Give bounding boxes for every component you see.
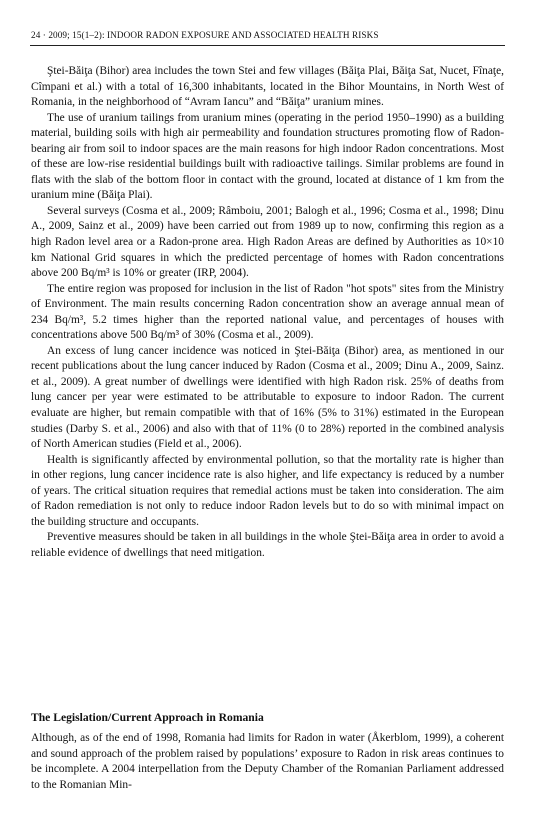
section-heading: The Legislation/Current Approach in Romania [31,711,264,724]
paragraph-health: Health is significantly affected by environmental pollution, so that the mortality rate is higher than in other regions, lung cancer incidence rate is also higher, and life expectancy is reduced by a number of years. The critical situation requires that remedial actions must be taken into consideration. The aim of Radon remediation is not only to reduce indoor Radon levels but to do so with minimal impact on the building structure and occupants. [31,453,504,528]
paragraph-preventive-measures: Preventive measures should be taken in all buildings in the whole Ştei-Băiţa area in order to avoid a reliable evidence of dwellings that need mitigation. [31,531,504,559]
header-rule [30,45,505,46]
paragraph-stei-baita-area: Ştei-Băiţa (Bihor) area includes the town Stei and few villages (Băiţa Plai, Băiţa Sat, Nucet, Fînaţe, Cîmpani et al.) with a total of 16,300 inhabitants, located in the Bihor Mountains, in North West of Romania, in the neighborhood of “Avram Iancu” and “Băiţa” uranium mines. [31,65,504,109]
paragraph-lung-cancer: An excess of lung cancer incidence was noticed in Ştei-Băiţa (Bihor) area, as mentioned in our recent publications about the lung cancer induced by Radon (Cosma et al., 2009; Dinu A., 2009, Sainz. et al., 2009). A great number of dwellings were identified with high Radon risk. 25% of deaths from lung cancer per year were estimated to be attributable to exposure to indoor Radon. The current evaluate are higher, but remain compatible with that of 16% (5% to 31%) estimated in the European studies (Darby S. et al., 2006) and also with that of 11% (0 to 28%) reported in the combined analysis of North American studies (Field et al., 2006). [31,344,504,451]
body-text [31,64,504,562]
running-header: 24 · 2009; 15(1–2): INDOOR RADON EXPOSURE AND ASSOCIATED HEALTH RISKS [31,30,379,40]
section-body [31,731,504,793]
paragraph-uranium-tailings: The use of uranium tailings from uranium mines (operating in the period 1950–1990) as a building material, building soils with high air permeability and foundation structures promoting flow of Radon-bearing air from soil to indoor spaces are the main reasons for high indoor Radon concentrations. Most of these are low-rise residential buildings built with radioactive tailings. Similar problems are found in flats with the slab of the bottom floor in contact with the ground, located at distance of 1 km from the uranium mine (Băiţa Plai). [31,111,504,202]
paragraph-hot-spots: The entire region was proposed for inclusion in the list of Radon "hot spots" sites from the Ministry of Environment. The main results concerning Radon concentration show an average annual mean of 234 Bq/m³, 5.2 times higher than the reported national value, and percentages of houses with concentrations above 500 Bq/m³ of 30% (Cosma et al., 2009). [31,282,504,342]
paragraph-legislation: Although, as of the end of 1998, Romania had limits for Radon in water (Åkerblom, 1999), a coherent and sound approach of the problem raised by populations’ exposure to Radon in risk areas continues to be incomplete. A 2004 interpellation from the Deputy Chamber of the Romanian Parliament addressed to the Romanian Min- [31,732,504,791]
paragraph-surveys: Several surveys (Cosma et al., 2009; Râmboiu, 2001; Balogh et al., 1996; Cosma et al., 1998; Dinu A., 2009, Sainz et al., 2009) have been carried out from 1989 up to now, confirming this region as a high Radon level area or a Radon-prone area. High Radon Areas are defined by Authorities as 10×10 km National Grid squares in which the predicted percentage of homes with Radon concentrations above 200 Bq/m³ is 10% or greater (IRP, 2004). [31,204,504,280]
